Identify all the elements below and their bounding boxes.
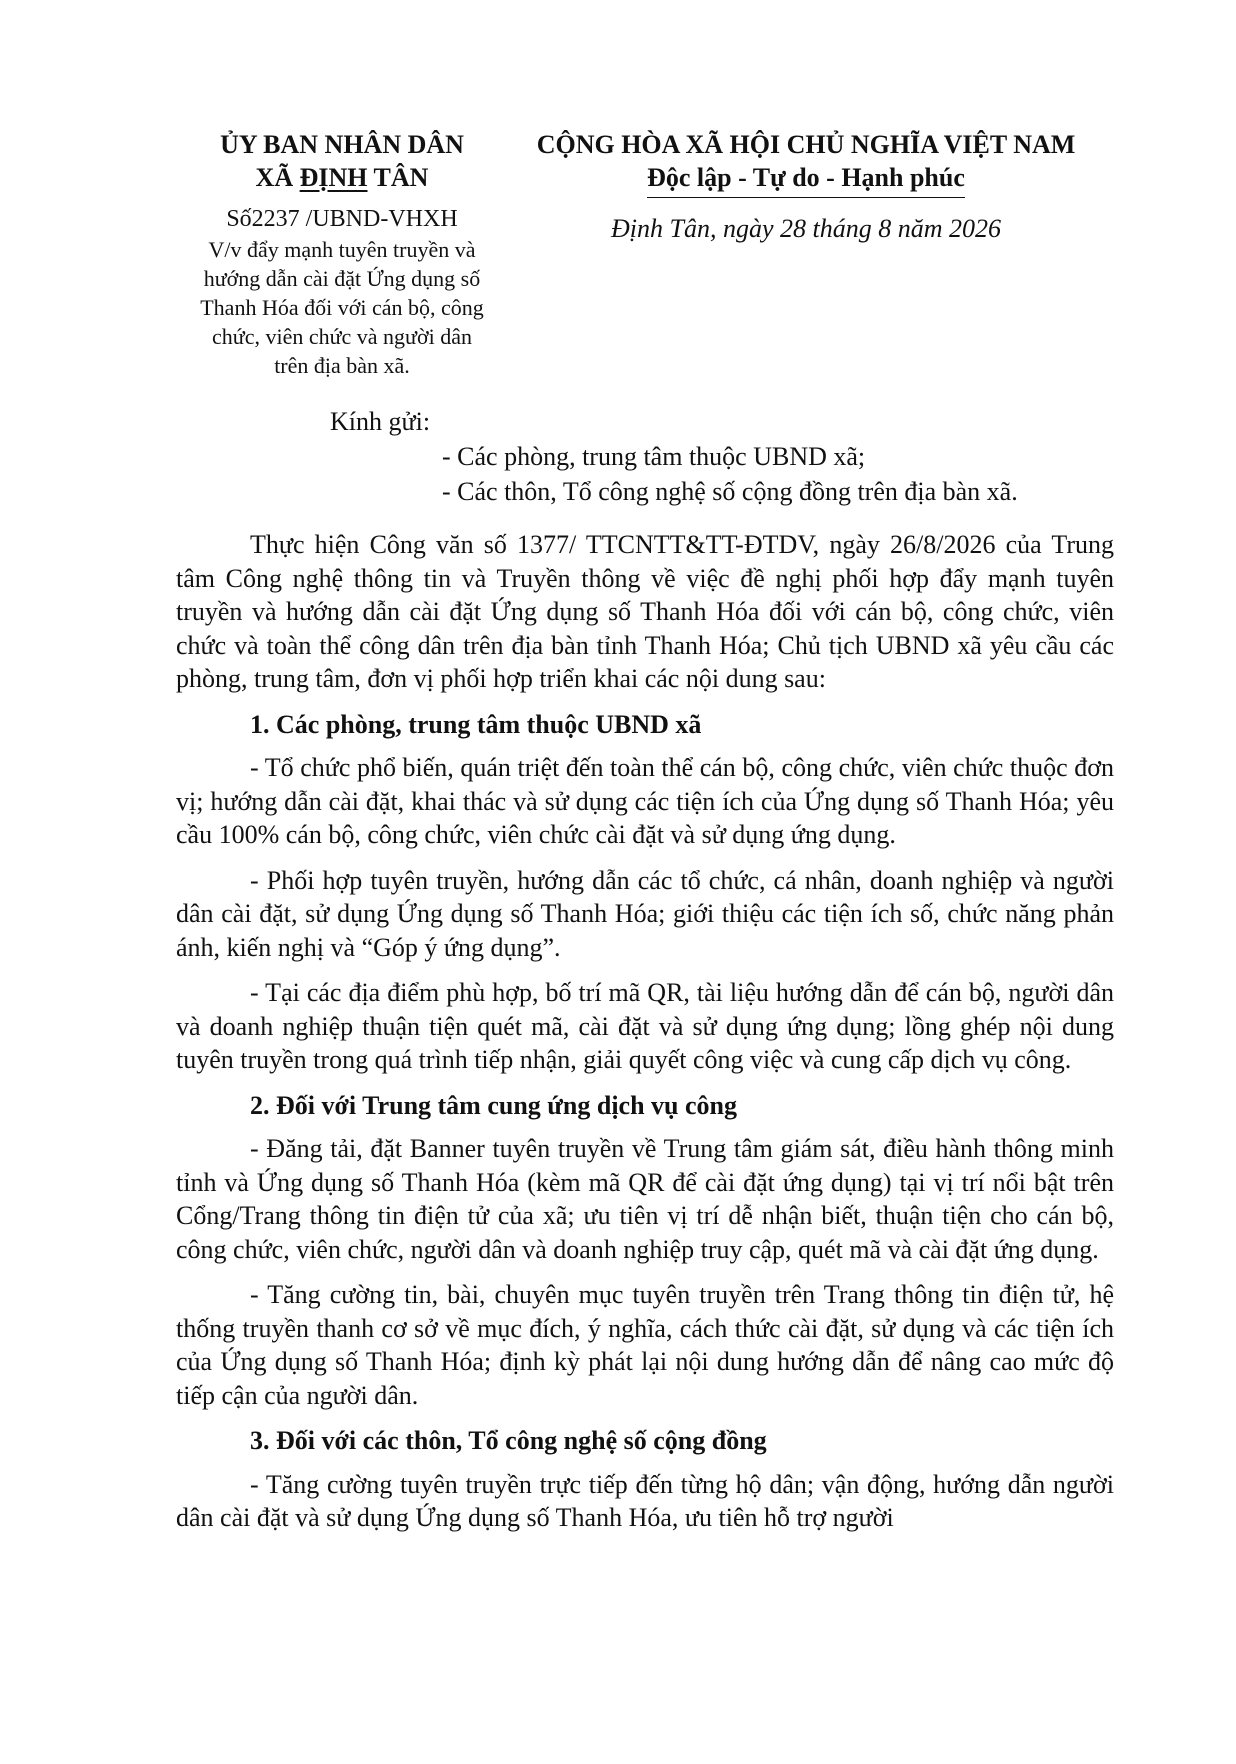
section-heading: 3. Đối với các thôn, Tổ công nghệ số cộng đồng xyxy=(250,1426,767,1455)
place-and-date: Định Tân, ngày 28 tháng 8 năm 2026 xyxy=(611,214,1001,243)
nation-title: CỘNG HÒA XÃ HỘI CHỦ NGHĨA VIỆT NAM xyxy=(536,130,1076,159)
subject-line: V/v đẩy mạnh tuyên truyền và xyxy=(208,237,476,262)
recipient-item: - Các thôn, Tổ công nghệ số cộng đồng trên địa bàn xã. xyxy=(442,477,1018,506)
subject-summary xyxy=(172,236,512,379)
body-paragraph: - Tăng cường tin, bài, chuyên mục tuyên truyền trên Trang thông tin điện tử, hệ thống truyền thanh cơ sở về mục đích, ý nghĩa, cách thức cài đặt, sử dụng và các tiện ích của Ứng dụng số Thanh Hóa; định kỳ phát lại nội dung hướng dẫn để nâng cao mức độ tiếp cận của người dân. xyxy=(176,1280,1114,1410)
body-paragraph: - Tại các địa điểm phù hợp, bố trí mã QR, tài liệu hướng dẫn để cán bộ, người dân và doanh nghiệp thuận tiện quét mã, cài đặt và sử dụng ứng dụng; lồng ghép nội dung tuyên truyền trong quá trình tiếp nhận, giải quyết công việc và cung cấp dịch vụ công. xyxy=(176,978,1114,1074)
reference-number: Số2237 /UBND-VHXH xyxy=(226,206,458,232)
subject-line: Thanh Hóa đối với cán bộ, công xyxy=(200,295,484,320)
body-paragraph: - Phối hợp tuyên truyền, hướng dẫn các tổ chức, cá nhân, doanh nghiệp và người dân cài đặt, sử dụng Ứng dụng số Thanh Hóa; giới thiệu các tiện ích số, chức năng phản ánh, kiến nghị và “Góp ý ứng dụng”. xyxy=(176,865,1114,962)
issuer-block xyxy=(172,128,512,379)
subject-line: trên địa bàn xã. xyxy=(274,353,410,378)
recipients-block xyxy=(330,404,1018,509)
subject-line: hướng dẫn cài đặt Ứng dụng số xyxy=(203,266,481,291)
section-heading: 2. Đối với Trung tâm cung ứng dịch vụ công xyxy=(250,1090,738,1120)
body-paragraph: - Tổ chức phổ biến, quán triệt đến toàn thể cán bộ, công chức, viên chức thuộc đơn vị; hướng dẫn cài đặt, khai thác và sử dụng các tiện ích của Ứng dụng số Thanh Hóa; yêu cầu 100% cán bộ, công chức, viên chức cài đặt và sử dụng ứng dụng. xyxy=(176,753,1114,849)
intro-paragraph: Thực hiện Công văn số 1377/ TTCNTT&TT-ĐTDV, ngày 26/8/2026 của Trung tâm Công nghệ thông tin và Truyền thông về việc đề nghị phối hợp đẩy mạnh tuyên truyền và hướng dẫn cài đặt Ứng dụng số Thanh Hóa đối với cán bộ, công chức, viên chức và toàn thể công dân trên địa bàn tỉnh Thanh Hóa; Chủ tịch UBND xã yêu cầu các phòng, trung tâm, đơn vị phối hợp triển khai các nội dung sau: xyxy=(176,530,1114,693)
body-paragraph: - Tăng cường tuyên truyền trực tiếp đến từng hộ dân; vận động, hướng dẫn người dân cài đặt và sử dụng Ứng dụng số Thanh Hóa, ưu tiên hỗ trợ người xyxy=(176,1469,1114,1532)
document-body xyxy=(176,528,1114,1547)
body-paragraph: - Đăng tải, đặt Banner tuyên truyền về Trung tâm giám sát, điều hành thông minh tỉnh và Ứng dụng số Thanh Hóa (kèm mã QR để cài đặt ứng dụng) tại vị trí nổi bật trên Cổng/Trang thông tin điện tử của xã; ưu tiên vị trí dễ nhận biết, thuận tiện cho cán bộ, công chức, viên chức, người dân và doanh nghiệp truy cập, quét mã và cài đặt ứng dụng. xyxy=(176,1134,1114,1264)
issuer-name-line2: XÃ ĐỊNH TÂN xyxy=(255,163,429,192)
national-motto: Độc lập - Tự do - Hạnh phúc xyxy=(647,161,965,198)
issuer-name-line1: ỦY BAN NHÂN DÂN xyxy=(220,130,464,159)
section-heading: 1. Các phòng, trung tâm thuộc UBND xã xyxy=(250,709,702,739)
recipient-item: - Các phòng, trung tâm thuộc UBND xã; xyxy=(442,442,866,471)
national-header xyxy=(526,128,1086,244)
recipients-label: Kính gửi: xyxy=(330,407,431,436)
subject-line: chức, viên chức và người dân xyxy=(212,324,472,349)
